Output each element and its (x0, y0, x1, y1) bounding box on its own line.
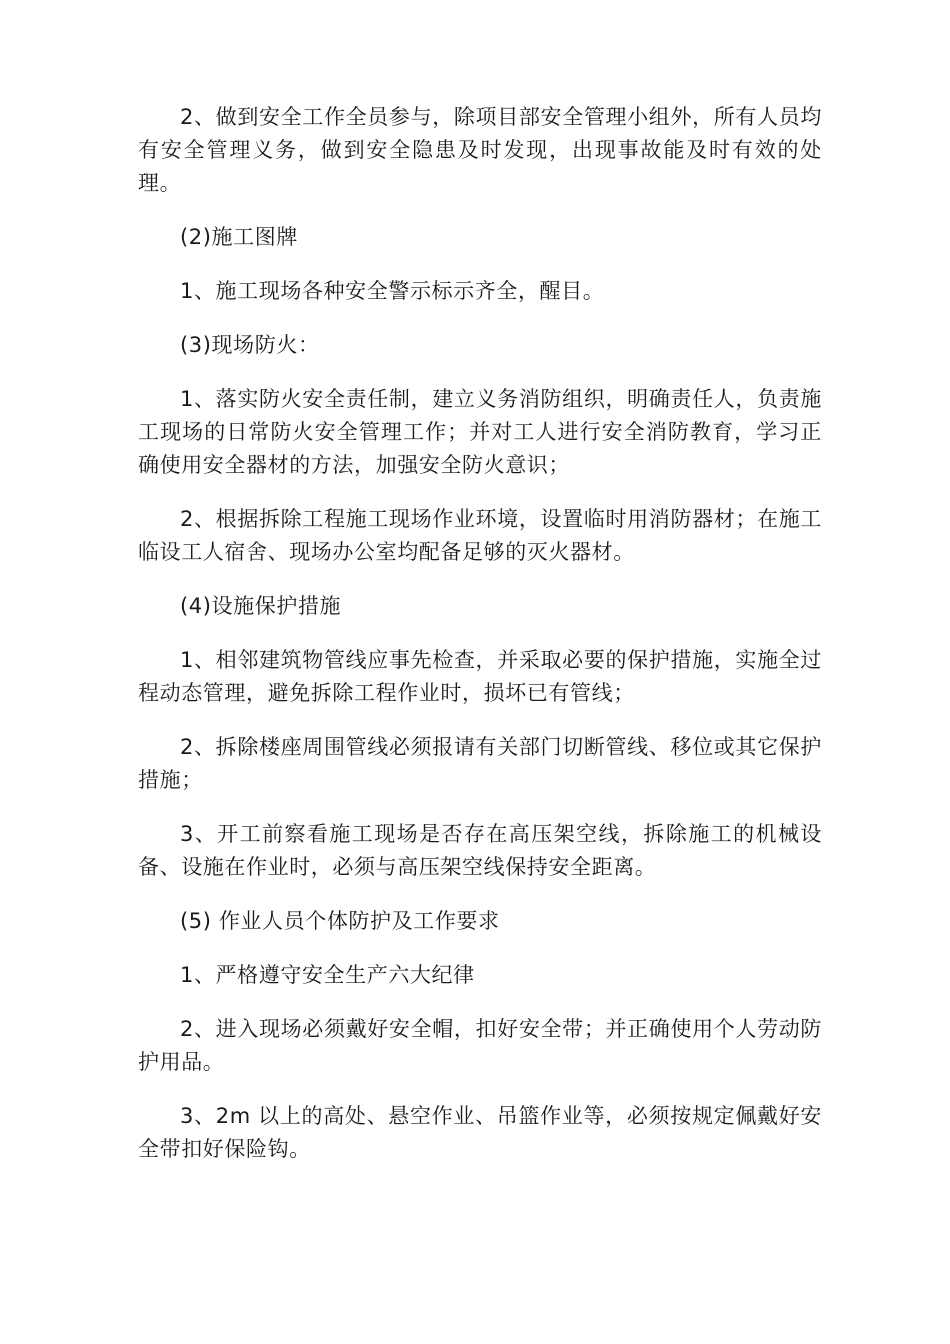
paragraph-fire-responsibility: 1、落实防火安全责任制，建立义务消防组织，明确责任人，负责施工现场的日常防火安全管理工作；并对工人进行安全消防教育，学习正确使用安全器材的方法，加强安全防火意识； (138, 387, 822, 477)
section-heading-personal-protection: (5) 作业人员个体防护及工作要求 (180, 909, 500, 933)
paragraph-safety-participation: 2、做到安全工作全员参与，除项目部安全管理小组外，所有人员均有安全管理义务，做到安全隐患及时发现，出现事故能及时有效的处理。 (138, 105, 822, 195)
section-heading-facility-protection: (4)设施保护措施 (180, 594, 342, 618)
paragraph-six-disciplines: 1、严格遵守安全生产六大纪律 (180, 963, 475, 987)
paragraph-height-work: 3、2m 以上的高处、悬空作业、吊篮作业等，必须按规定佩戴好安全带扣好保险钩。 (138, 1104, 822, 1161)
document-body (138, 101, 822, 1166)
paragraph-helmet-belt: 2、进入现场必须戴好安全帽，扣好安全带；并正确使用个人劳动防护用品。 (138, 1017, 822, 1074)
section-heading-fire-prevention: (3)现场防火： (180, 333, 320, 357)
section-heading-construction-signs: (2)施工图牌 (180, 225, 298, 249)
paragraph-warning-signs: 1、施工现场各种安全警示标示齐全，醒目。 (180, 279, 605, 303)
paragraph-pipeline-cutoff: 2、拆除楼座周围管线必须报请有关部门切断管线、移位或其它保护措施； (138, 735, 822, 792)
paragraph-high-voltage: 3、开工前察看施工现场是否存在高压架空线，拆除施工的机械设备、设施在作业时，必须与高压架空线保持安全距离。 (138, 822, 822, 879)
paragraph-pipeline-inspection: 1、相邻建筑物管线应事先检查，并采取必要的保护措施，实施全过程动态管理，避免拆除工程作业时，损坏已有管线； (138, 648, 822, 705)
paragraph-fire-equipment: 2、根据拆除工程施工现场作业环境，设置临时用消防器材；在施工临设工人宿舍、现场办公室均配备足够的灭火器材。 (138, 507, 822, 564)
